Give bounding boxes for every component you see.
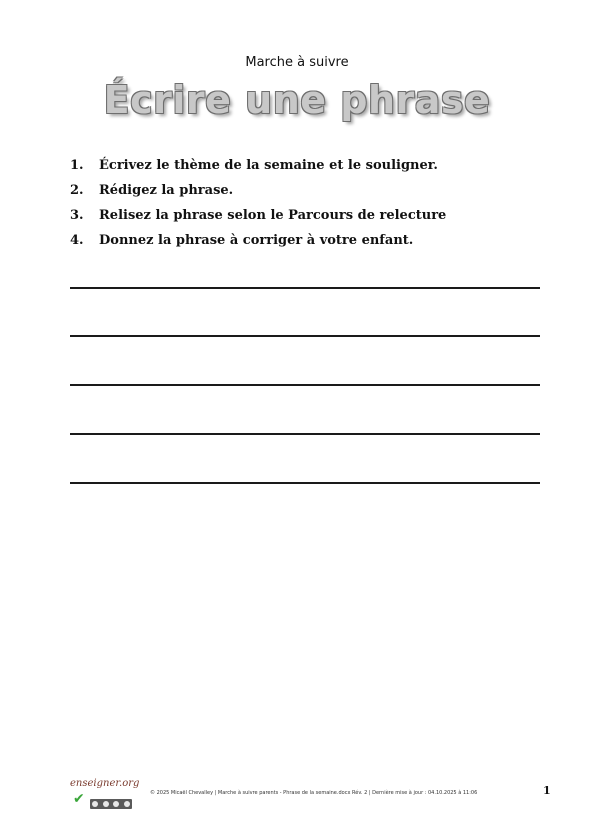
creative-commons-license-icon: [90, 799, 132, 809]
document-subtitle: Marche à suivre: [245, 55, 349, 70]
writing-line: [70, 433, 540, 435]
step-text: Relisez la phrase selon le Parcours de relecture: [99, 208, 447, 223]
step-text: Écrivez le thème de la semaine et le souligner.: [99, 158, 438, 173]
writing-line: [70, 287, 540, 289]
step-item: [70, 180, 540, 205]
document-title: Écrire une phrase: [103, 78, 491, 122]
checkmark-icon: ✔: [73, 791, 85, 807]
enseigner-logo: [70, 778, 142, 814]
logo-text: enseigner.org: [70, 778, 140, 789]
step-text: Donnez la phrase à corriger à votre enfant.: [99, 233, 414, 248]
step-number: 4.: [70, 233, 84, 248]
step-number: 3.: [70, 208, 84, 223]
step-item: [70, 230, 540, 255]
step-number: 1.: [70, 158, 84, 173]
writing-line: [70, 482, 540, 484]
step-number: 2.: [70, 183, 84, 198]
steps-list: [70, 155, 540, 255]
writing-line: [70, 384, 540, 386]
page-number: 1: [543, 784, 551, 797]
step-item: [70, 205, 540, 230]
writing-line: [70, 335, 540, 337]
step-text: Rédigez la phrase.: [99, 183, 234, 198]
footer-copyright: © 2025 Micaël Chevalley | Marche à suivre parents - Phrase de la semaine.docx Rév. 2 | Dernière mise à jour : 04.10.2025 à 11:06: [150, 790, 478, 796]
step-item: [70, 155, 540, 180]
